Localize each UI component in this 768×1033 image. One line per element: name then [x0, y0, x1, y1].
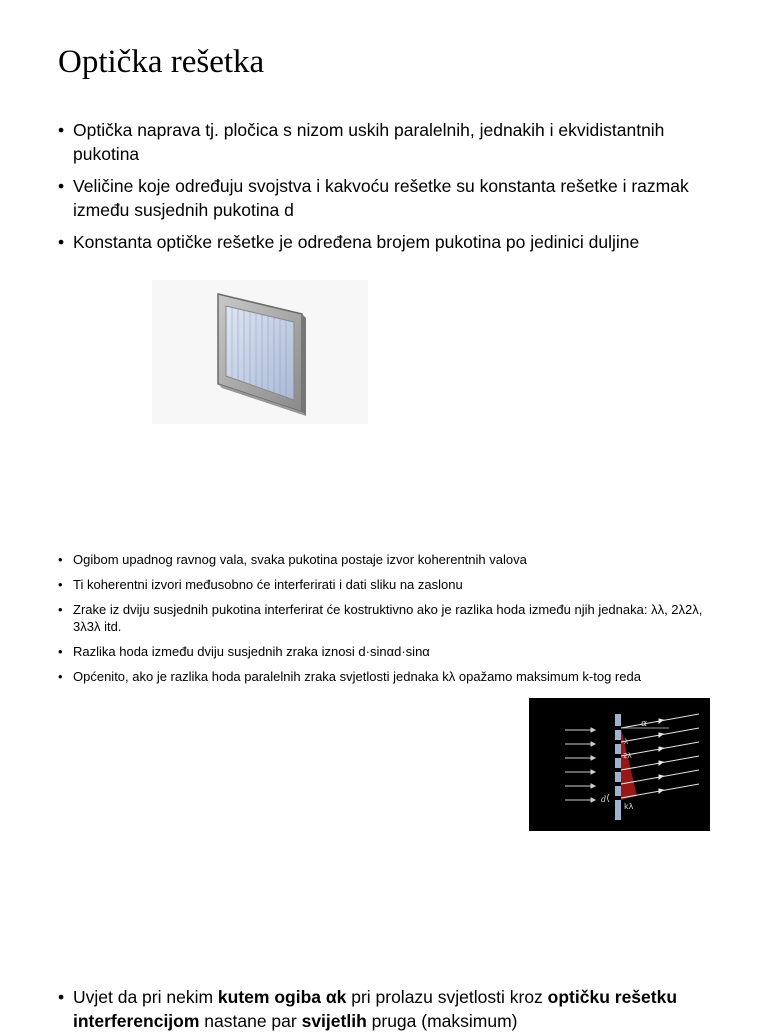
grating-illustration — [152, 280, 368, 424]
list-item: • Ti koherentni izvori međusobno će interferirati i dati sliku na zaslonu — [58, 576, 718, 593]
list-item: • Konstanta optičke rešetke je određena brojem pukotina po jedinici duljine — [58, 230, 718, 254]
d-label: d — [601, 795, 607, 804]
bullet-bold-text: optičku rešetku interferencijom — [73, 987, 678, 1031]
list-item: • Zrake iz dviju susjednih pukotina interferirat će kostruktivno ako je razlika hoda između njih jednaka: λλ, 2λ2λ, 3λ3λ itd. — [58, 601, 718, 635]
bullet-text: pruga (maksimum) — [366, 1011, 518, 1031]
main-bullet-list — [58, 118, 718, 262]
list-item: • Optička naprava tj. pločica s nizom uskih paralelnih, jednakih i ekvidistantnih pukotina — [58, 118, 718, 166]
list-item: • Općenito, ako je razlika hoda paralelnih zraka svjetlosti jednaka kλ opažamo maksimum k-tog reda — [58, 668, 718, 685]
list-item — [58, 985, 718, 1033]
list-item: • Veličine koje određuju svojstva i kakvoću rešetke su konstanta rešetke i razmak između susjednih pukotina d — [58, 174, 718, 222]
bullet-text: pri prolazu svjetlosti kroz — [346, 987, 548, 1007]
secondary-bullet-list — [58, 551, 718, 693]
list-item: • Razlika hoda između dviju susjednih zraka iznosi d·sinαd·sinα — [58, 643, 718, 660]
page-title: Optička rešetka — [58, 44, 265, 80]
lambda-label: λ — [624, 738, 629, 746]
list-item: • Ogibom upadnog ravnog vala, svaka pukotina postaje izvor koherentnih valova — [58, 551, 718, 568]
bullet-text: Uvjet da pri nekim — [73, 987, 218, 1007]
diffraction-diagram — [529, 698, 710, 831]
bottom-bullet-list — [58, 985, 718, 1033]
bullet-bold-text: kutem ogiba αk — [217, 987, 347, 1007]
bullet-text: nastane par — [199, 1011, 302, 1031]
bullet-bold-text: svijetlih — [301, 1011, 367, 1031]
alpha-label: α — [641, 719, 648, 729]
k-lambda-label: kλ — [624, 802, 634, 811]
two-lambda-label: 2λ — [623, 752, 632, 760]
